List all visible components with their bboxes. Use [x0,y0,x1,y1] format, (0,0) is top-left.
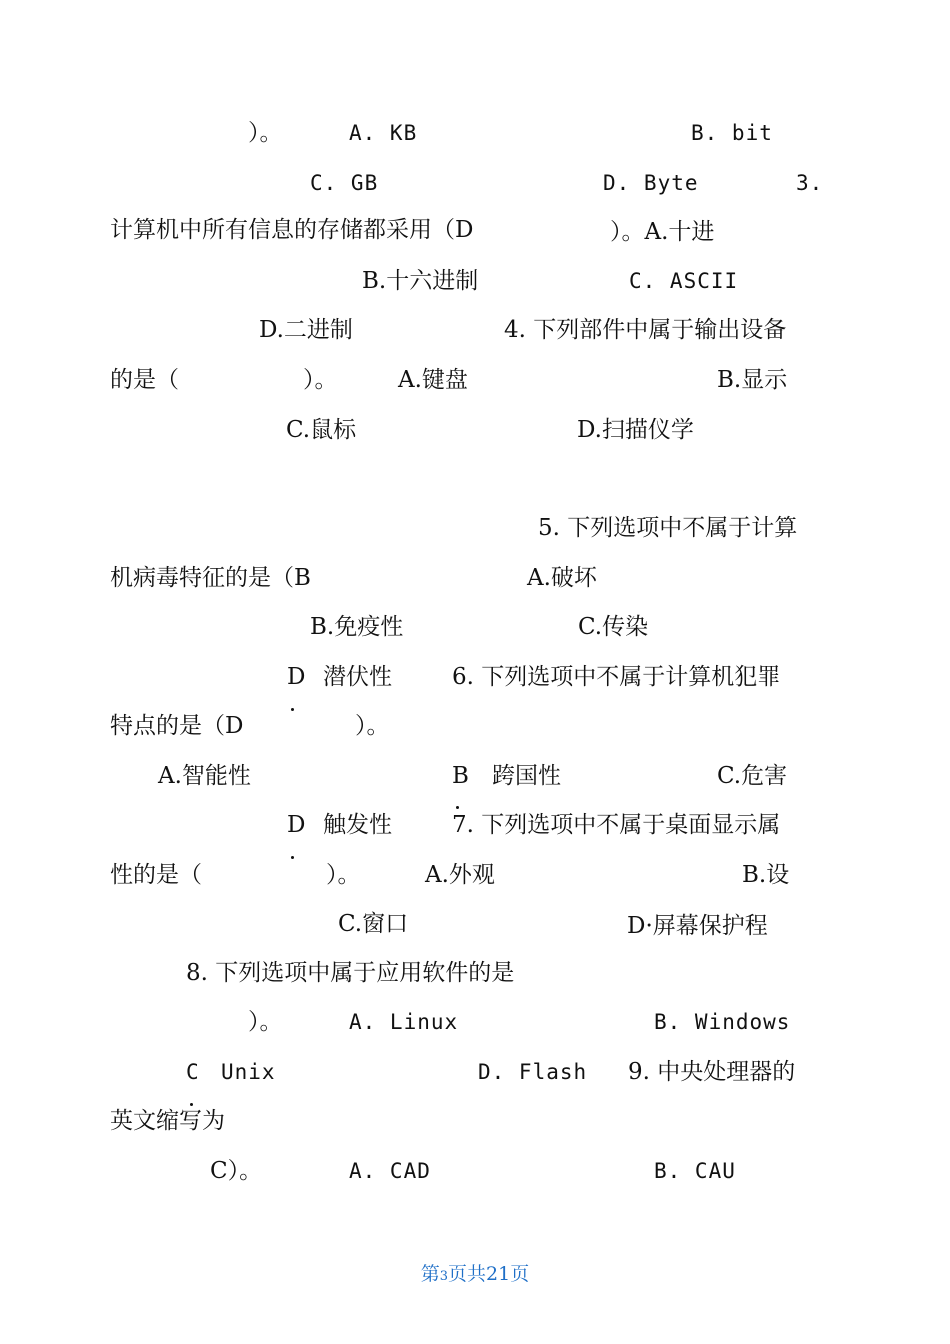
option-b: B. Windows [654,1010,791,1034]
option-d-letter: D [287,664,306,690]
question-text: 6. 下列选项中不属于计算机犯罪 [452,664,781,690]
dot-mark [291,708,294,711]
footer-suffix: 页共21页 [448,1263,530,1285]
footer-page-number: 3 [439,1269,449,1284]
option-c: Unix [221,1060,276,1084]
page-footer [0,1262,950,1289]
text-fragment: ）。 [326,862,361,888]
option-c: C. ASCII [629,269,739,293]
question-number: 3. [796,171,824,195]
question-text: 计算机中所有信息的存储都采用（D [110,217,474,243]
option-a: A.破坏 [527,565,597,591]
option-c: C.鼠标 [286,417,357,443]
option-c: C.窗口 [338,911,409,937]
option-d: 触发性 [323,812,392,838]
text-fragment: ）。 [355,713,390,739]
option-c-letter: C [186,1060,200,1084]
option-b: B.十六进制 [362,268,479,294]
option-b-letter: B [452,763,469,789]
option-a: A.智能性 [158,763,251,789]
option-d: D.扫描仪学 [577,417,694,443]
question-text: 机病毒特征的是（B [110,565,311,591]
option-c: C.传染 [578,614,649,640]
option-d: D.二进制 [259,317,353,343]
text-fragment: ）。 [248,1009,283,1035]
option-d: 潜伏性 [323,664,392,690]
question-text: 7. 下列选项中不属于桌面显示属 [452,812,781,838]
question-text: 4. 下列部件中属于输出设备 [504,317,787,343]
option-d: D. Byte [603,171,699,195]
option-b: B. bit [691,121,773,145]
question-text: 8. 下列选项中属于应用软件的是 [186,960,515,986]
option-c: C.危害 [717,763,788,789]
dot-mark [456,806,459,809]
option-c: C. GB [310,171,379,195]
question-text: 5. 下列选项中不属于计算 [538,515,798,541]
option-a: A.键盘 [398,367,468,393]
option-d: D·屏幕保护程 [627,913,768,939]
option-b: 跨国性 [492,763,561,789]
option-a: A.外观 [425,862,495,888]
option-d-letter: D [287,812,306,838]
option-a: A. KB [349,121,418,145]
option-b: B.免疫性 [310,614,404,640]
question-text: 特点的是（D [110,713,244,739]
dot-mark [190,1103,193,1106]
option-b: B.设 [742,862,790,888]
question-text: 9. 中央处理器的 [628,1059,796,1085]
text-fragment: ）。 [303,367,338,393]
answer-fragment: C）。 [210,1158,263,1184]
footer-prefix: 第 [420,1263,440,1285]
option-a: A. Linux [349,1010,459,1034]
question-text: 的是（ [110,367,179,393]
question-text: 英文缩写为 [110,1108,225,1134]
option-b: B.显示 [717,367,788,393]
dot-mark [291,856,294,859]
option-a: A. CAD [349,1159,431,1183]
option-d: D. Flash [478,1060,588,1084]
question-text: 性的是（ [110,862,202,888]
text-fragment: ）。 [248,120,283,146]
option-a: ）。A.十进 [610,219,715,245]
option-b: B. CAU [654,1159,736,1183]
